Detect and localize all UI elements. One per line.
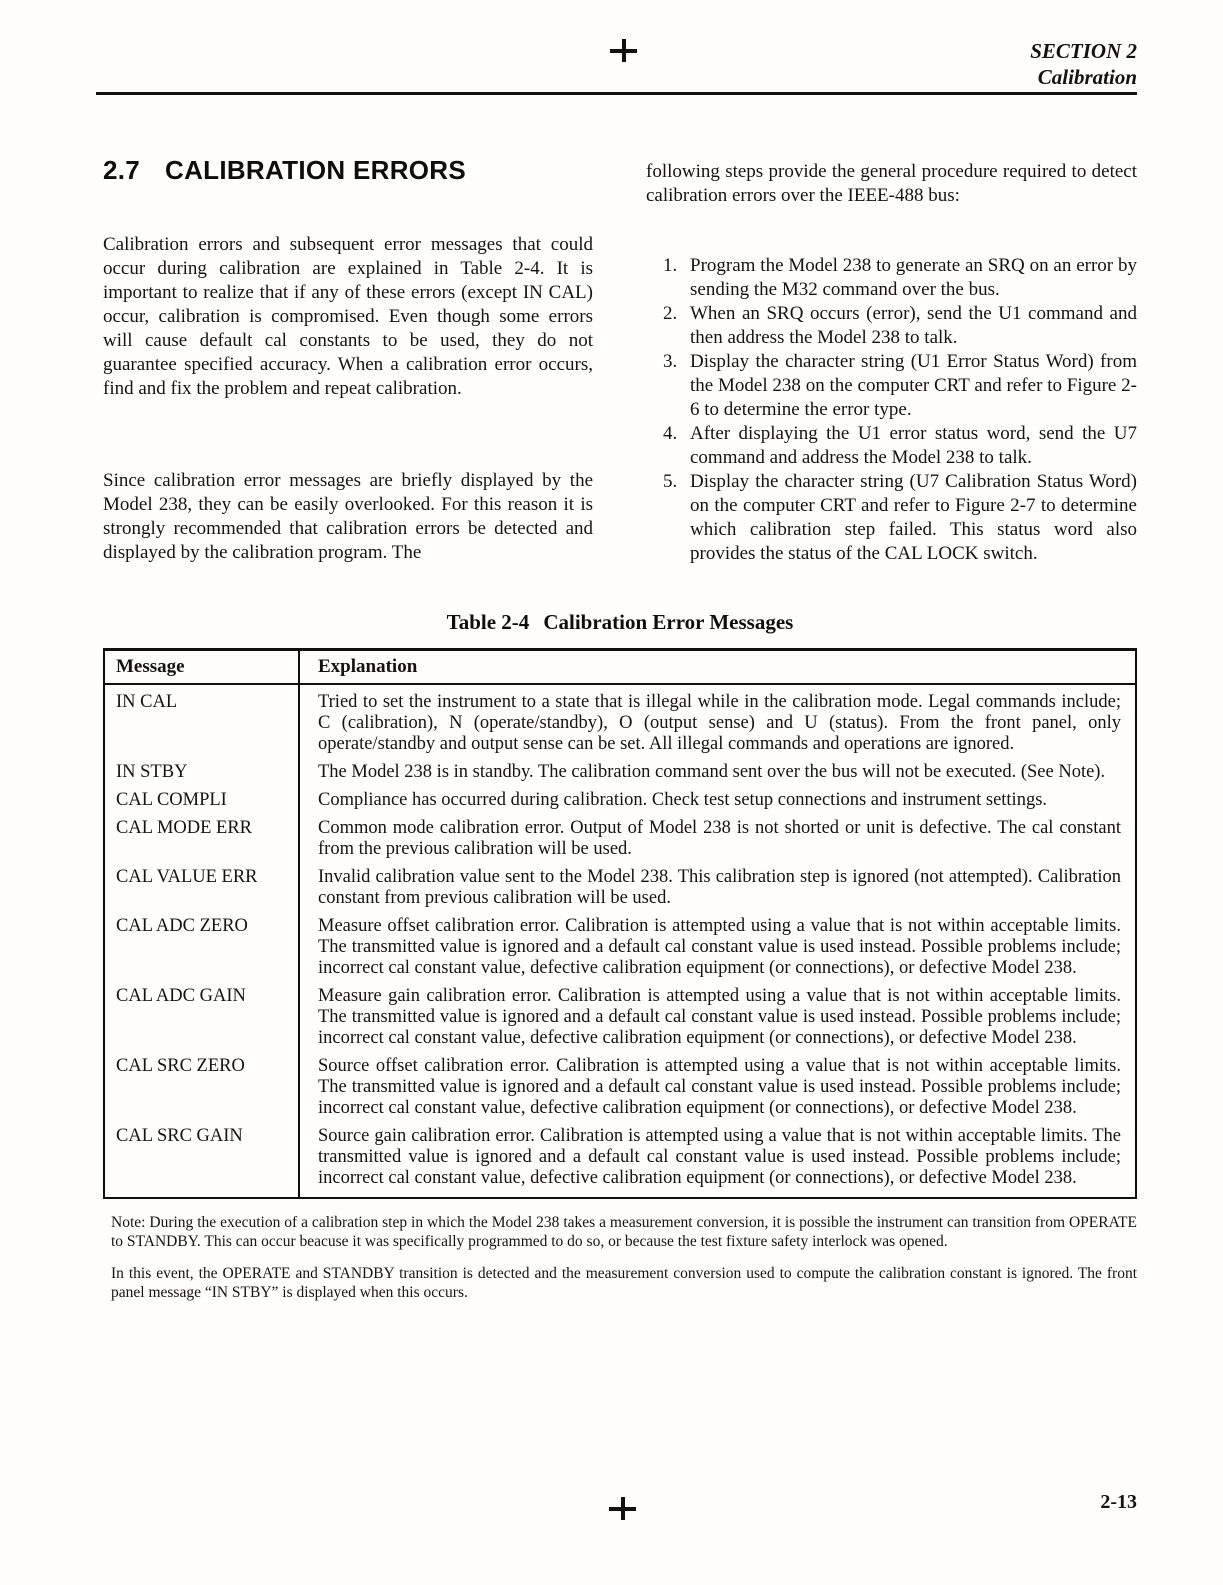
left-column bbox=[103, 155, 593, 565]
procedure-list bbox=[646, 254, 1137, 566]
table-row bbox=[105, 755, 1135, 783]
column-header-explanation: Explanation bbox=[318, 656, 418, 677]
explanation-cell: Tried to set the instrument to a state that is illegal while in the calibration mode. Legal commands include; C (calibration), N (operate/standby), O (output sense) and U (status). From the front panel, only operate/standby and output sense can be set. All illegal commands and operations are ignored. bbox=[318, 692, 1121, 754]
explanation-cell: Source offset calibration error. Calibration is attempted using a value that is not within acceptable limits. The transmitted value is ignored and a default cal constant value is used instead. Possible problems include; incorrect cal constant value, defective calibration equipment (or connections), or defective Model 238. bbox=[318, 1056, 1121, 1118]
step-text: Display the character string (U7 Calibration Status Word) on the computer CRT and refer to Figure 2-7 to determine which calibration step failed. This status word also provides the status of the CAL LOCK switch. bbox=[690, 471, 1137, 564]
table-note: In this event, the OPERATE and STANDBY transition is detected and the measurement conversion used to compute the calibration constant is ignored. The front panel message “IN STBY” is displayed when this occurs. bbox=[111, 1265, 1137, 1301]
page-number: 2-13 bbox=[1100, 1491, 1137, 1513]
message-cell: CAL ADC GAIN bbox=[116, 986, 246, 1006]
step-number: 1. bbox=[663, 255, 678, 276]
procedure-intro: following steps provide the general procedure required to detect calibration errors over the IEEE-488 bus: bbox=[646, 161, 1137, 206]
step-number: 2. bbox=[663, 303, 678, 324]
explanation-cell: Compliance has occurred during calibration. Check test setup connections and instrument settings. bbox=[318, 790, 1048, 810]
column-header-message: Message bbox=[116, 656, 185, 677]
error-table bbox=[103, 648, 1137, 1199]
paragraph: Calibration errors and subsequent error messages that could occur during calibration are explained in Table 2-4. It is important to realize that if any of these errors (except IN CAL) occur, calibration is compromised. Even though some errors will cause default cal constants to be used, they do not guarantee specified accuracy. When a calibration error occurs, find and fix the problem and repeat calibration. bbox=[103, 234, 593, 399]
message-cell: CAL SRC ZERO bbox=[116, 1056, 245, 1076]
table-row bbox=[105, 685, 1135, 755]
procedure-step bbox=[646, 350, 1137, 422]
table-note: Note: During the execution of a calibration step in which the Model 238 takes a measurement conversion, it is possible the instrument can transition from OPERATE to STANDBY. This can occur beacuse it was specifically programmed to do so, or because the test fixture safety interlock was opened. bbox=[111, 1214, 1137, 1250]
explanation-cell: The Model 238 is in standby. The calibration command sent over the bus will not be executed. (See Note). bbox=[318, 762, 1106, 782]
message-cell: CAL SRC GAIN bbox=[116, 1126, 243, 1146]
registration-mark-icon bbox=[610, 39, 637, 62]
explanation-cell: Common mode calibration error. Output of Model 238 is not shorted or unit is defective. The cal constant from the previous calibration will be used. bbox=[318, 818, 1121, 859]
table-row bbox=[105, 783, 1135, 811]
explanation-cell: Source gain calibration error. Calibration is attempted using a value that is not within acceptable limits. The transmitted value is ignored and a default cal constant value is used instead. Possible problems include; incorrect cal constant value, defective calibration equipment (or connections), or defective Model 238. bbox=[318, 1126, 1121, 1188]
table-row bbox=[105, 1049, 1135, 1119]
table-section bbox=[103, 610, 1137, 1302]
message-cell: IN CAL bbox=[116, 692, 178, 712]
section-heading bbox=[103, 155, 593, 185]
table-column-divider bbox=[298, 651, 300, 1197]
explanation-cell: Measure gain calibration error. Calibration is attempted using a value that is not within acceptable limits. The transmitted value is ignored and a default cal constant value is used instead. Possible problems include; incorrect cal constant value, defective calibration equipment (or connections), or defective Model 238. bbox=[318, 986, 1121, 1048]
table-title-label: Table 2-4 bbox=[446, 610, 530, 634]
step-number: 4. bbox=[663, 423, 678, 444]
procedure-step bbox=[646, 302, 1137, 350]
running-header bbox=[1030, 38, 1137, 90]
table-header-row bbox=[105, 651, 1135, 685]
table-title bbox=[103, 610, 1137, 635]
message-cell: CAL VALUE ERR bbox=[116, 867, 258, 887]
paragraph: Since calibration error messages are briefly displayed by the Model 238, they can be easily overlooked. For this reason it is strongly recommended that calibration errors be detected and displayed by the calibration program. The bbox=[103, 470, 593, 563]
section-title: CALIBRATION ERRORS bbox=[165, 155, 467, 185]
step-number: 3. bbox=[663, 351, 678, 372]
step-number: 5. bbox=[663, 471, 678, 492]
table-row bbox=[105, 909, 1135, 979]
step-text: Display the character string (U1 Error Status Word) from the Model 238 on the computer CRT and refer to Figure 2-6 to determine the error type. bbox=[690, 351, 1137, 420]
message-cell: CAL ADC ZERO bbox=[116, 916, 248, 936]
registration-mark-icon bbox=[609, 1497, 636, 1520]
step-text: After displaying the U1 error status word, send the U7 command and address the Model 238 to talk. bbox=[690, 423, 1137, 468]
section-number: 2.7 bbox=[103, 155, 141, 185]
section-label: SECTION 2 bbox=[1030, 39, 1137, 63]
table-row bbox=[105, 811, 1135, 860]
explanation-cell: Invalid calibration value sent to the Model 238. This calibration step is ignored (not attempted). Calibration constant from previous calibration will be used. bbox=[318, 867, 1121, 908]
table-row bbox=[105, 979, 1135, 1049]
chapter-label: Calibration bbox=[1037, 65, 1137, 89]
table-title-text: Calibration Error Messages bbox=[543, 610, 794, 634]
right-column bbox=[646, 160, 1137, 566]
step-text: Program the Model 238 to generate an SRQ on an error by sending the M32 command over the bus. bbox=[690, 255, 1137, 300]
header-rule bbox=[96, 92, 1137, 95]
procedure-step bbox=[646, 470, 1137, 566]
message-cell: IN STBY bbox=[116, 762, 188, 782]
step-text: When an SRQ occurs (error), send the U1 command and then address the Model 238 to talk. bbox=[690, 303, 1137, 348]
explanation-cell: Measure offset calibration error. Calibration is attempted using a value that is not within acceptable limits. The transmitted value is ignored and a default cal constant value is used instead. Possible problems include; incorrect cal constant value, defective calibration equipment (or connections), or defective Model 238. bbox=[318, 916, 1121, 978]
procedure-step bbox=[646, 422, 1137, 470]
procedure-step bbox=[646, 254, 1137, 302]
table-row bbox=[105, 1119, 1135, 1197]
message-cell: CAL MODE ERR bbox=[116, 818, 253, 838]
table-row bbox=[105, 860, 1135, 909]
message-cell: CAL COMPLI bbox=[116, 790, 227, 810]
